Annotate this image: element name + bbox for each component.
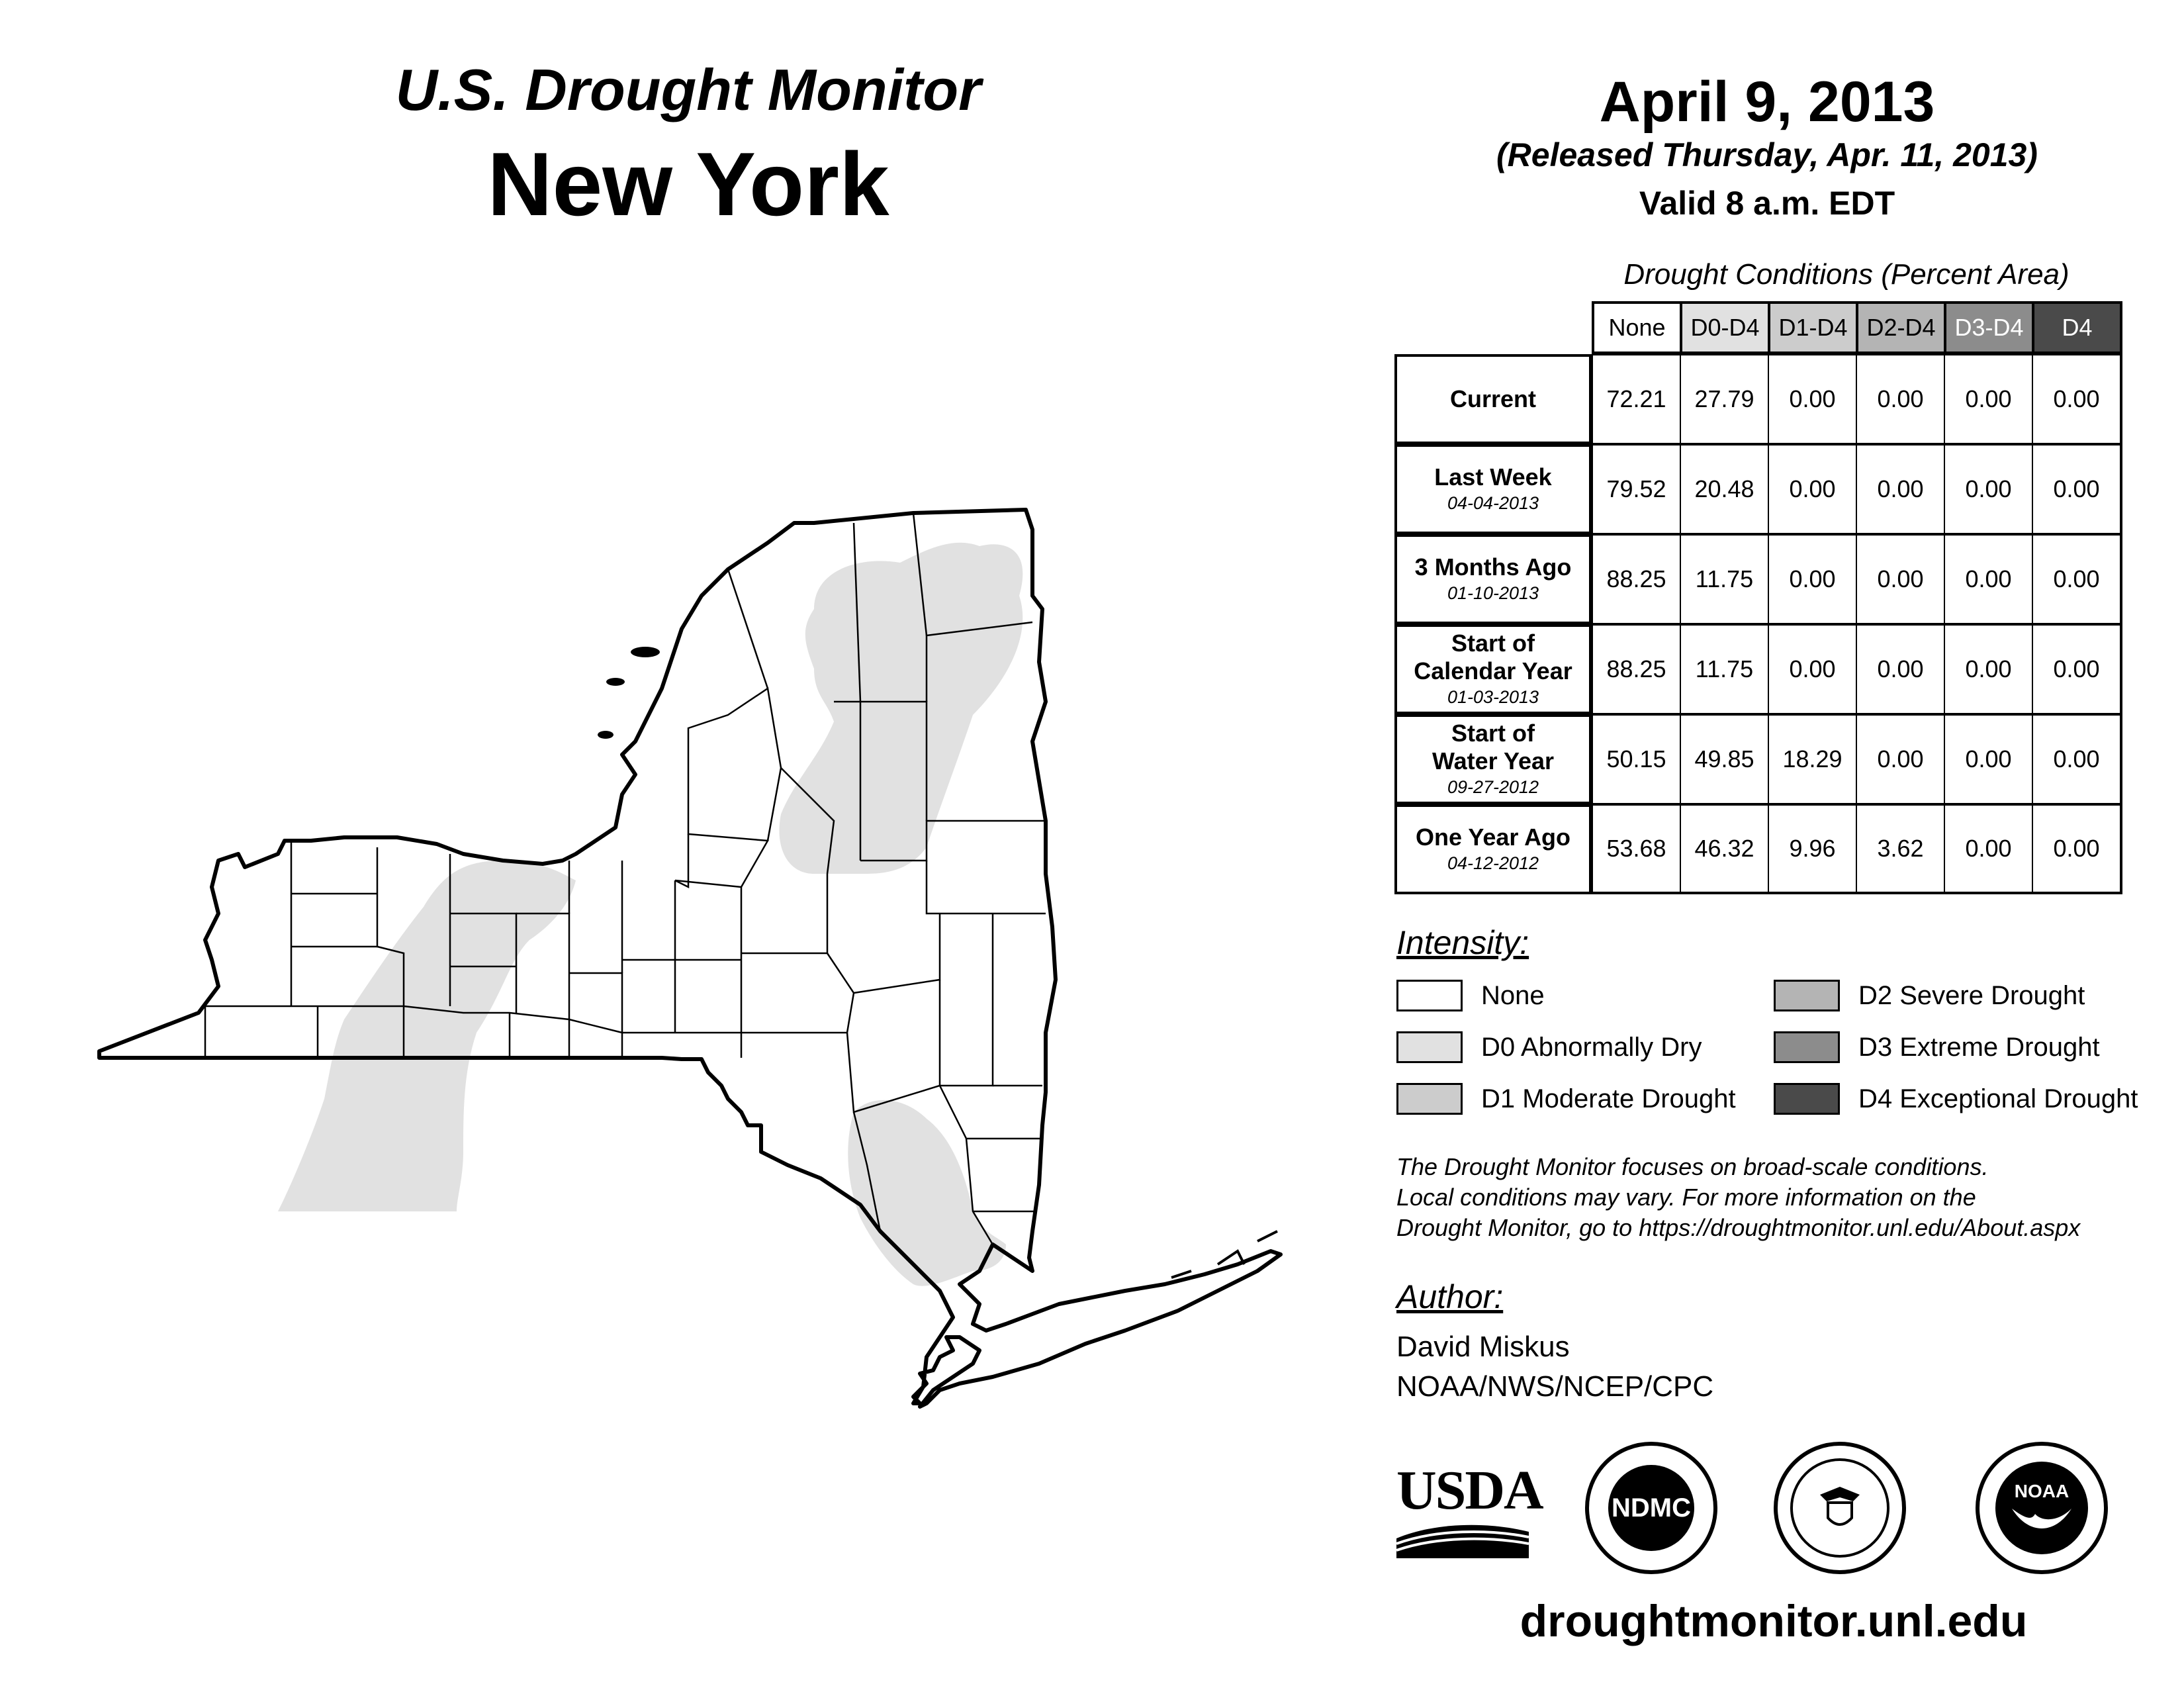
usda-logo bbox=[1396, 1460, 1543, 1562]
table-cell: 18.29 bbox=[1768, 714, 1857, 804]
row-label-date: 04-12-2012 bbox=[1447, 853, 1539, 873]
table-cell: 0.00 bbox=[1856, 624, 1945, 714]
legend-title: Intensity: bbox=[1396, 924, 1529, 961]
col-header-d1-d4: D1-D4 bbox=[1768, 301, 1858, 354]
legend-label: D4 Exceptional Drought bbox=[1858, 1084, 2138, 1113]
table-cell: 9.96 bbox=[1768, 804, 1857, 894]
noaa-logo-text: NOAA bbox=[2014, 1481, 2070, 1501]
map-date: April 9, 2013 bbox=[1599, 70, 1935, 134]
table-cell: 72.21 bbox=[1592, 354, 1681, 444]
table-caption: Drought Conditions (Percent Area) bbox=[1623, 258, 2070, 291]
table-cell: 88.25 bbox=[1592, 624, 1681, 714]
legend-swatch bbox=[1396, 1083, 1463, 1115]
row-label-text: Current bbox=[1449, 385, 1536, 412]
table-cell: 46.32 bbox=[1680, 804, 1769, 894]
row-label-text: One Year Ago bbox=[1415, 823, 1571, 851]
table-cell: 0.00 bbox=[1856, 534, 1945, 624]
lake-ontario-islands bbox=[598, 647, 660, 739]
row-label bbox=[1394, 714, 1592, 804]
row-label-date: 09-27-2012 bbox=[1447, 777, 1539, 797]
state-title: New York bbox=[487, 134, 889, 234]
col-header-none: None bbox=[1592, 301, 1682, 354]
table-cell: 0.00 bbox=[1944, 804, 2033, 894]
legend-swatch bbox=[1774, 1083, 1840, 1115]
row-label-text: Start of Calendar Year bbox=[1414, 630, 1572, 684]
table-cell: 0.00 bbox=[1768, 534, 1857, 624]
legend-label: D3 Extreme Drought bbox=[1858, 1033, 2100, 1062]
table-cell: 0.00 bbox=[2032, 624, 2122, 714]
table-cell: 0.00 bbox=[1856, 354, 1945, 444]
row-label-text: 3 Months Ago bbox=[1414, 553, 1572, 581]
table-cell: 0.00 bbox=[1944, 444, 2033, 534]
ndmc-logo bbox=[1585, 1442, 1717, 1574]
table-cell: 20.48 bbox=[1680, 444, 1769, 534]
author-title: Author: bbox=[1396, 1278, 1504, 1315]
legend-swatch bbox=[1396, 1031, 1463, 1063]
note-line-2: Local conditions may vary. For more information on the bbox=[1396, 1184, 1976, 1211]
legend-swatch bbox=[1396, 980, 1463, 1011]
col-header-d3-d4: D3-D4 bbox=[1944, 301, 2034, 354]
row-label bbox=[1394, 444, 1592, 534]
release-date: (Released Thursday, Apr. 11, 2013) bbox=[1496, 136, 2038, 173]
table-cell: 79.52 bbox=[1592, 444, 1681, 534]
site-url[interactable]: droughtmonitor.unl.edu bbox=[1520, 1596, 2028, 1646]
table-cell: 27.79 bbox=[1680, 354, 1769, 444]
table-cell: 0.00 bbox=[2032, 444, 2122, 534]
legend-swatch bbox=[1774, 980, 1840, 1011]
eagle-shield-icon bbox=[1813, 1481, 1866, 1534]
table-cell: 50.15 bbox=[1592, 714, 1681, 804]
product-title: U.S. Drought Monitor bbox=[395, 57, 981, 122]
table-cell: 0.00 bbox=[1944, 534, 2033, 624]
noaa-logo bbox=[1976, 1442, 2108, 1574]
table-cell: 0.00 bbox=[1768, 624, 1857, 714]
table-cell: 0.00 bbox=[1944, 714, 2033, 804]
author-org: NOAA/NWS/NCEP/CPC bbox=[1396, 1370, 1714, 1403]
note-line-1: The Drought Monitor focuses on broad-scale conditions. bbox=[1396, 1153, 1989, 1180]
table-cell: 88.25 bbox=[1592, 534, 1681, 624]
table-cell: 0.00 bbox=[1768, 444, 1857, 534]
row-label-date: 04-04-2013 bbox=[1447, 493, 1539, 513]
author-name: David Miskus bbox=[1396, 1331, 1570, 1363]
department-of-commerce-logo bbox=[1774, 1442, 1906, 1574]
table-cell: 0.00 bbox=[1944, 354, 2033, 444]
legend-label: D1 Moderate Drought bbox=[1481, 1084, 1736, 1113]
row-label-text: Last Week bbox=[1434, 463, 1552, 491]
state-outline bbox=[99, 510, 1281, 1407]
usda-logo-text: USDA bbox=[1396, 1460, 1543, 1521]
legend-label: D2 Severe Drought bbox=[1858, 981, 2085, 1010]
table-cell: 0.00 bbox=[1856, 714, 1945, 804]
legend-label: None bbox=[1481, 981, 1545, 1010]
table-cell: 11.75 bbox=[1680, 534, 1769, 624]
table-cell: 0.00 bbox=[2032, 804, 2122, 894]
table-cell: 53.68 bbox=[1592, 804, 1681, 894]
table-cell: 0.00 bbox=[2032, 714, 2122, 804]
row-label bbox=[1394, 534, 1592, 624]
usda-logo-stripes bbox=[1396, 1519, 1529, 1558]
row-label-date: 01-03-2013 bbox=[1447, 687, 1539, 707]
table-cell: 0.00 bbox=[1856, 444, 1945, 534]
col-header-d0-d4: D0-D4 bbox=[1680, 301, 1770, 354]
table-cell: 0.00 bbox=[2032, 354, 2122, 444]
ndmc-logo-text: NDMC bbox=[1612, 1493, 1691, 1523]
note-line-3: Drought Monitor, go to https://droughtmonitor.unl.edu/About.aspx bbox=[1396, 1214, 2081, 1241]
table-cell: 49.85 bbox=[1680, 714, 1769, 804]
col-header-d2-d4: D2-D4 bbox=[1856, 301, 1946, 354]
row-label bbox=[1394, 804, 1592, 894]
row-label bbox=[1394, 354, 1592, 444]
table-cell: 0.00 bbox=[1768, 354, 1857, 444]
legend-label: D0 Abnormally Dry bbox=[1481, 1033, 1702, 1062]
noaa-bird-icon bbox=[2009, 1502, 2075, 1535]
row-label-text: Start of Water Year bbox=[1432, 720, 1555, 774]
valid-time: Valid 8 a.m. EDT bbox=[1639, 185, 1895, 222]
table-cell: 0.00 bbox=[2032, 534, 2122, 624]
drought-conditions-table bbox=[1394, 301, 2136, 897]
table-cell: 0.00 bbox=[1944, 624, 2033, 714]
row-label-date: 01-10-2013 bbox=[1447, 583, 1539, 603]
col-header-d4: D4 bbox=[2032, 301, 2122, 354]
table-cell: 3.62 bbox=[1856, 804, 1945, 894]
legend-swatch bbox=[1774, 1031, 1840, 1063]
table-cell: 11.75 bbox=[1680, 624, 1769, 714]
row-label bbox=[1394, 624, 1592, 714]
